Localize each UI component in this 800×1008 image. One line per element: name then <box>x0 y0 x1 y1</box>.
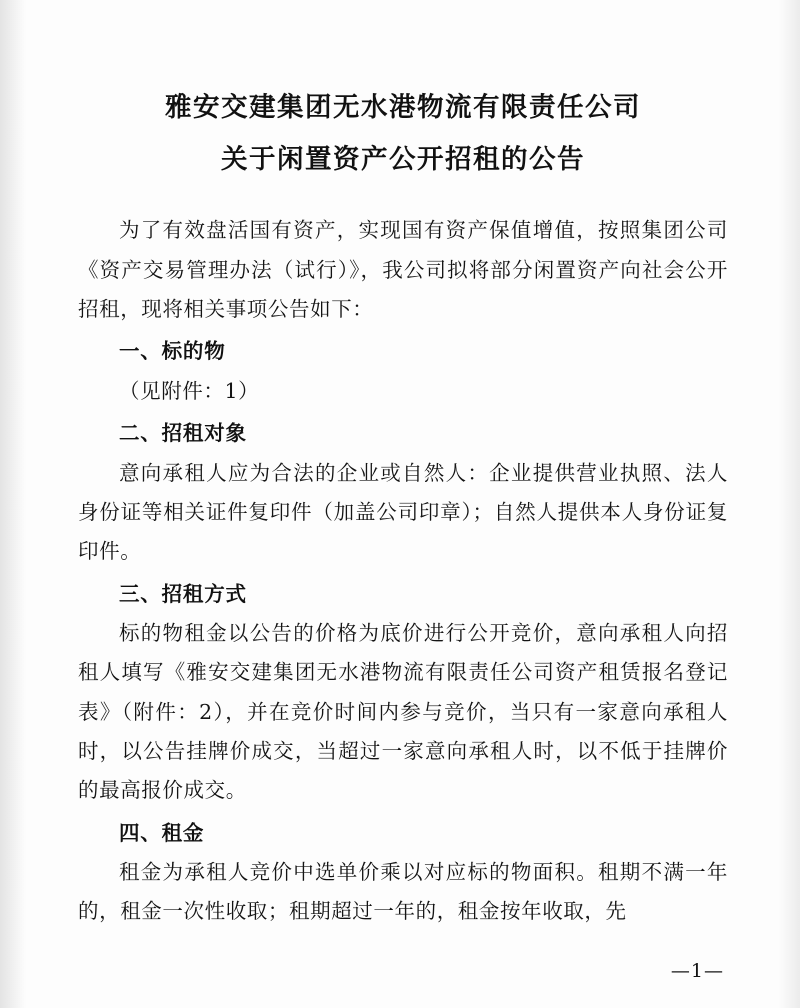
section-heading-4: 四、租金 <box>119 820 205 845</box>
section-body-3: 标的物租金以公告的价格为底价进行公开竞价，意向承租人向招租人填写《雅安交建集团无水港物流有限责任公司资产租赁报名登记表》（附件：2），并在竞价时间内参与竞价，当只有一家意向承租人时，以公告挂牌价成交，当超过一家意向承租人时，以不低于挂牌价的最高报价成交。 <box>78 620 728 803</box>
title-line-1: 雅安交建集团无水港物流有限责任公司 <box>165 92 641 123</box>
section-body-2: 意向承租人应为合法的企业或自然人：企业提供营业执照、法人身份证等相关证件复印件（加盖公司印章）；自然人提供本人身份证复印件。 <box>78 460 728 564</box>
section-heading-3: 三、招租方式 <box>119 581 247 606</box>
section-heading-2: 二、招租对象 <box>119 421 247 446</box>
section-body-4: 租金为承租人竞价中选单价乘以对应标的物面积。租期不满一年的，租金一次性收取；租期超过一年的，租金按年收取，先 <box>78 860 728 924</box>
intro-paragraph: 为了有效盘活国有资产，实现国有资产保值增值，按照集团公司《资产交易管理办法（试行）》，我公司拟将部分闲置资产向社会公开招租，现将相关事项公告如下： <box>78 218 728 322</box>
title-line-2: 关于闲置资产公开招租的公告 <box>221 143 585 175</box>
document-title <box>78 82 728 185</box>
section-body-1: （见附件：1） <box>119 378 260 403</box>
page-number: —1— <box>670 960 724 982</box>
section-heading-1: 一、标的物 <box>119 339 226 364</box>
